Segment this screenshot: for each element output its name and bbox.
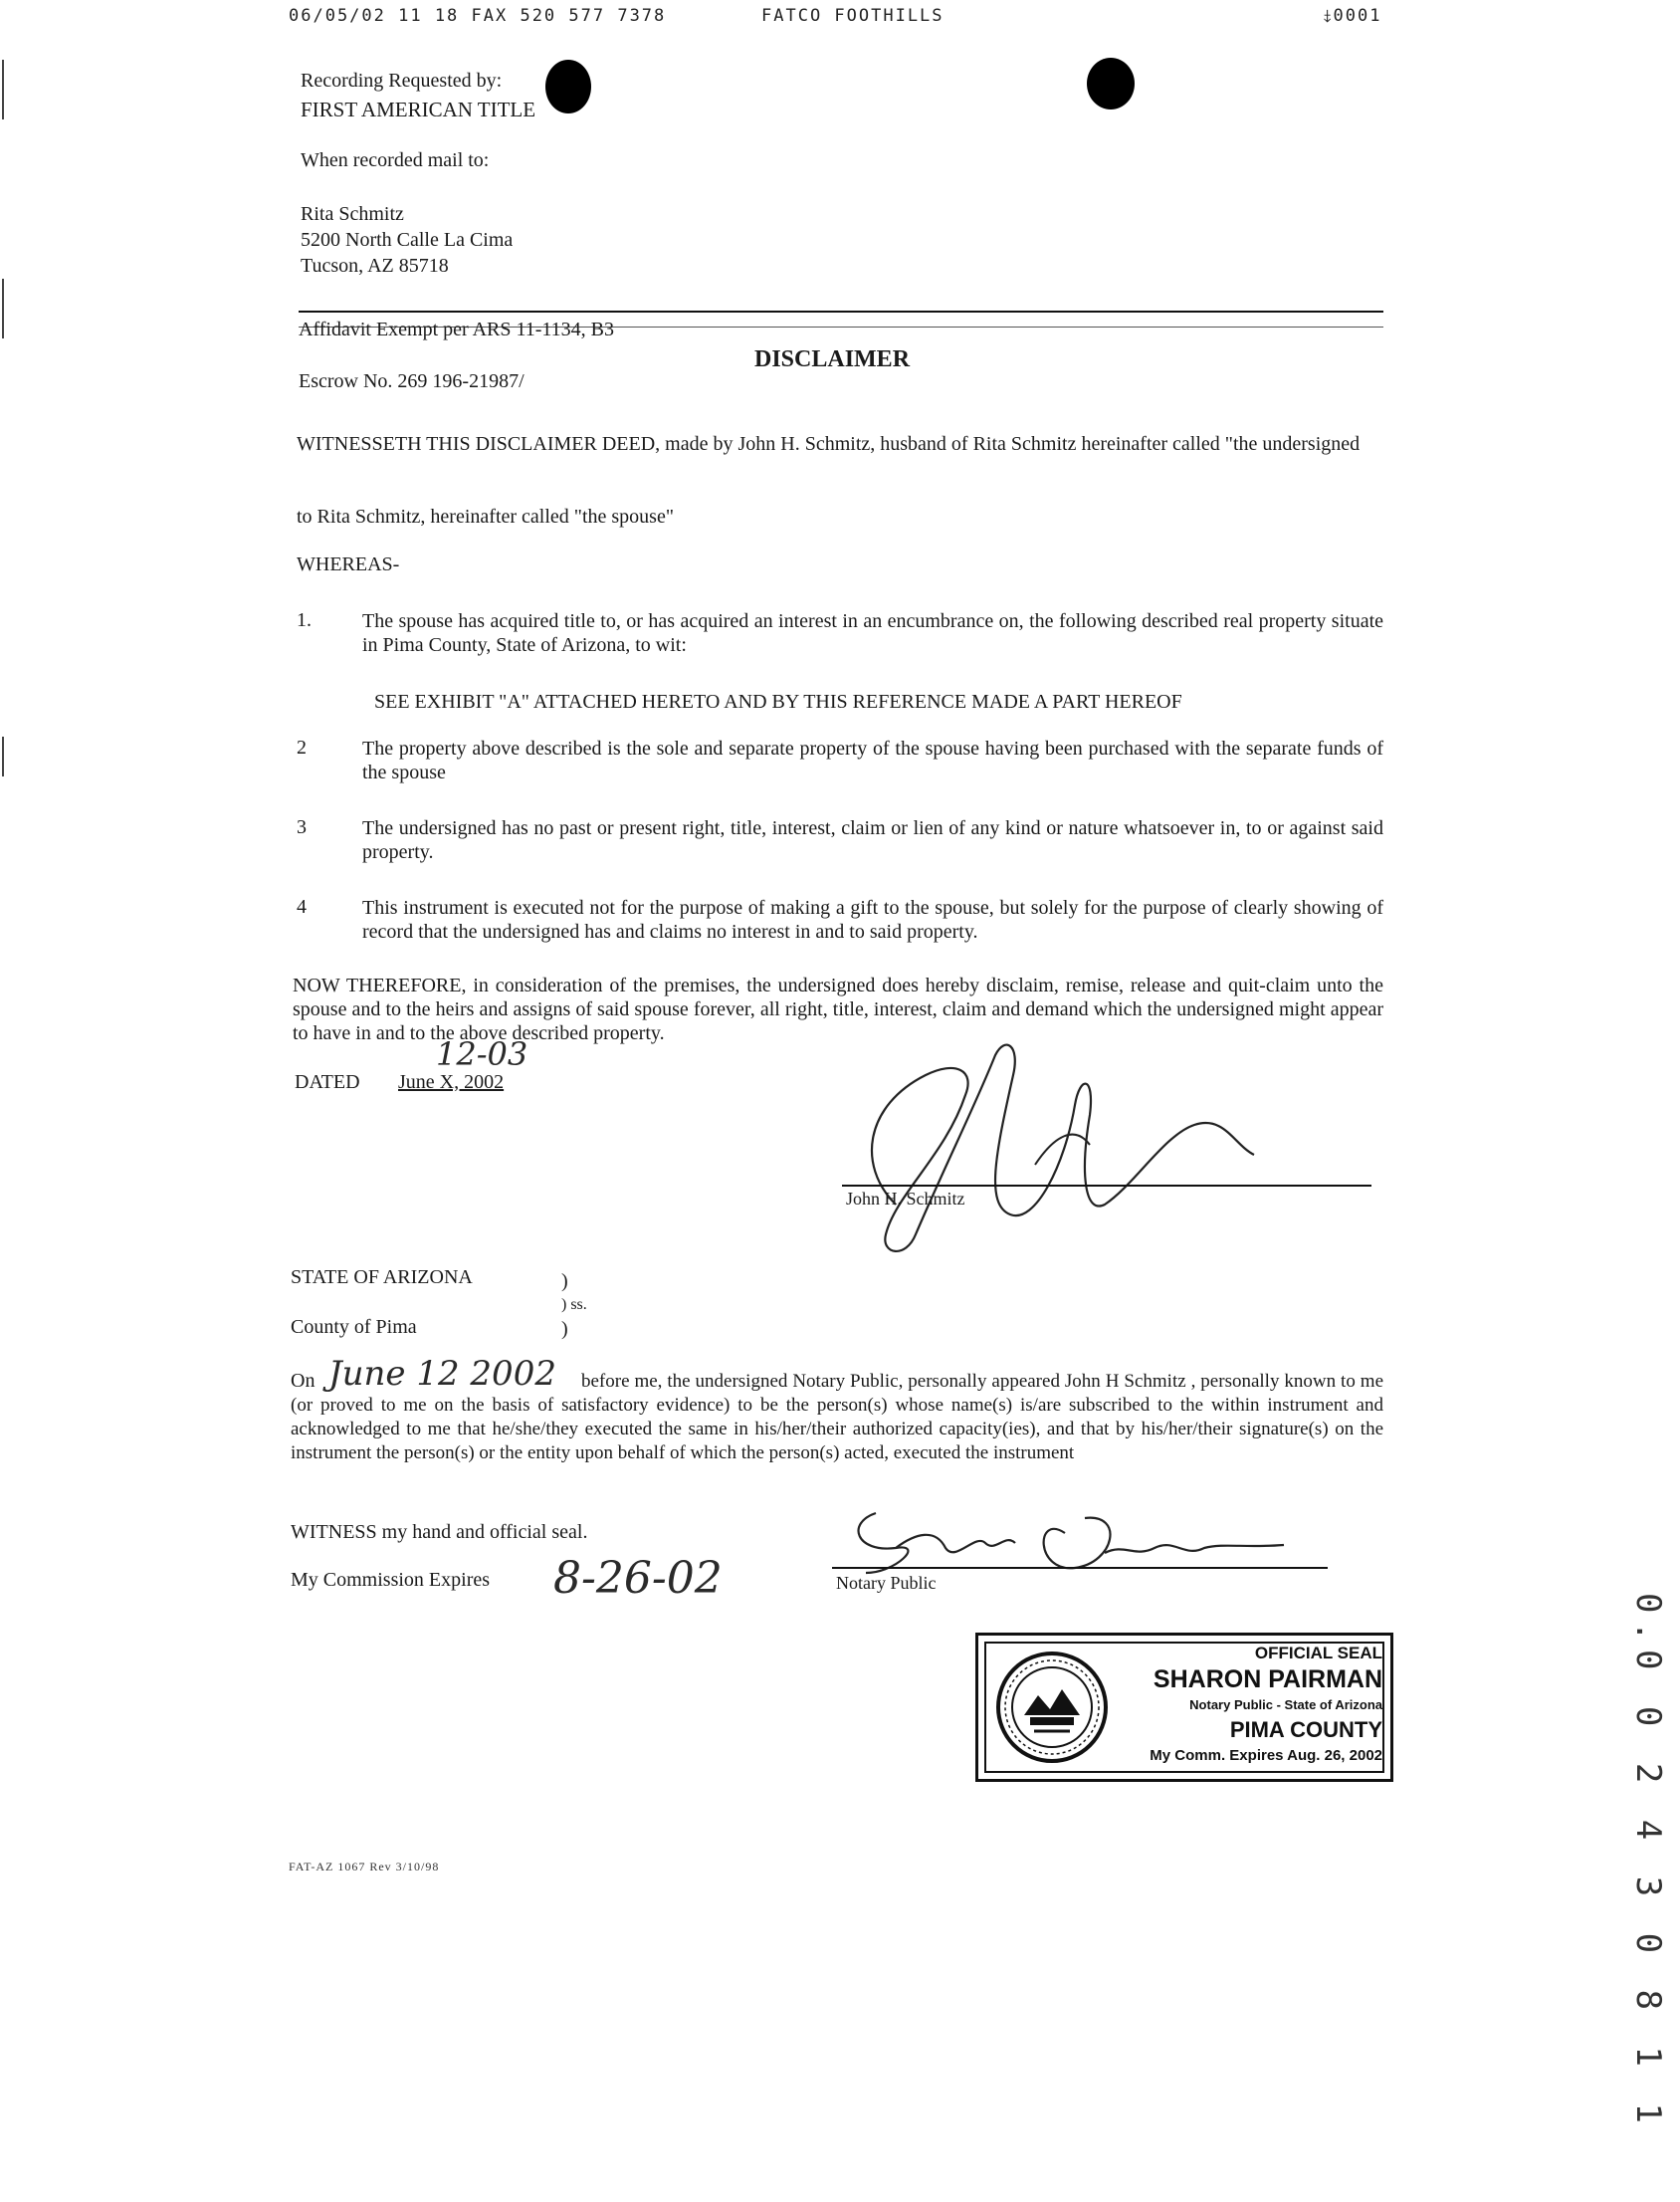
recording-number: 0.0 0 2 4 3 0 8 1 1	[1628, 1593, 1668, 2131]
to-spouse-line: to Rita Schmitz, hereinafter called "the spouse"	[297, 506, 674, 528]
notary-signature-line	[832, 1567, 1328, 1569]
scan-mark	[2, 279, 4, 338]
seal-line-3: Notary Public - State of Arizona	[1189, 1697, 1382, 1712]
redaction-dot	[1087, 58, 1135, 110]
recording-requested-by: FIRST AMERICAN TITLE	[301, 98, 536, 121]
whereas-heading: WHEREAS-	[297, 553, 400, 575]
fax-sender: FATCO FOOTHILLS	[761, 6, 945, 26]
dated-value: June X, 2002	[398, 1071, 505, 1093]
clause-text: The spouse has acquired title to, or has acquired an interest in an encumbrance on, the following described real property situate in Pima County, State of Arizona, to wit:	[362, 610, 1383, 656]
on-label: On	[291, 1370, 315, 1392]
fax-datetime: 06/05/02 11 18 FAX 520 577 7378	[289, 6, 667, 26]
scan-mark	[2, 60, 4, 119]
commission-handwritten: 8-26-02	[553, 1553, 723, 1604]
witness-line: WITNESS my hand and official seal.	[291, 1521, 588, 1543]
clause-text: The property above described is the sole and separate property of the spouse having been purchased with the separate funds of the spouse	[362, 738, 1383, 783]
paren: )	[561, 1318, 568, 1340]
commission-label: My Commission Expires	[291, 1569, 491, 1591]
form-number: FAT-AZ 1067 Rev 3/10/98	[289, 1860, 440, 1873]
fax-page-number: ⤈0001	[1324, 6, 1382, 26]
state-seal-icon	[994, 1650, 1110, 1765]
mail-to-label: When recorded mail to:	[301, 149, 490, 171]
signer-signature	[836, 1015, 1274, 1264]
clause-text: This instrument is executed not for the purpose of making a gift to the spouse, but solely for the purpose of clearly showing of record that the undersigned has and claims no interest in and to said property.	[362, 897, 1383, 943]
affidavit-line: Affidavit Exempt per ARS 11-1134, B3	[299, 319, 615, 340]
clause-number: 2	[297, 737, 307, 759]
seal-notary-name: SHARON PAIRMAN	[1153, 1665, 1382, 1693]
dated-label: DATED	[295, 1071, 360, 1093]
signature-line	[842, 1185, 1371, 1187]
document-title: DISCLAIMER	[754, 346, 911, 372]
clause-number: 1.	[297, 609, 312, 631]
now-therefore-paragraph: NOW THEREFORE, in consideration of the premises, the undersigned does hereby disclaim, remise, release and quit-claim unto the spouse and to the heirs and assigns of said spouse forever, all right, title, interest, claim and demand which the undersigned might appear to have in and to the above described property.	[293, 975, 1383, 1044]
intro-paragraph: WITNESSETH THIS DISCLAIMER DEED, made by John H. Schmitz, husband of Rita Schmitz hereinafter called "the undersigned	[297, 433, 1361, 455]
seal-line-1: OFFICIAL SEAL	[1254, 1644, 1382, 1662]
redaction-dot	[545, 60, 591, 113]
seal-expiry: My Comm. Expires Aug. 26, 2002	[1150, 1747, 1382, 1764]
mail-street: 5200 North Calle La Cima	[301, 229, 514, 251]
signer-name: John H. Schmitz	[846, 1189, 965, 1209]
state-line: STATE OF ARIZONA	[291, 1266, 473, 1288]
notary-public-label: Notary Public	[836, 1573, 937, 1593]
seal-county: PIMA COUNTY	[1229, 1717, 1382, 1742]
mail-name: Rita Schmitz	[301, 203, 404, 225]
scan-mark	[2, 737, 4, 776]
header-rule	[299, 311, 1383, 313]
clause-number: 3	[297, 816, 307, 838]
clause-text: The undersigned has no past or present right, title, interest, claim or lien of any kind or nature whatsoever in, to or against said property.	[362, 817, 1383, 863]
recording-requested-label: Recording Requested by:	[301, 70, 503, 92]
paren: )	[561, 1270, 568, 1292]
official-seal-stamp	[975, 1633, 1393, 1782]
on-date-handwritten: June 12 2002	[328, 1354, 556, 1394]
escrow-number: Escrow No. 269 196-21987/	[299, 370, 525, 392]
clause-number: 4	[297, 896, 307, 918]
acknowledgment-paragraph: before me, the undersigned Notary Public, personally appeared John H Schmitz , personally known to me (or proved to me on the basis of satisfactory evidence) to be the person(s) whose name(s) is/are subscribed to the within instrument and acknowledged to me that he/she/they executed the same in his/her/their authorized capacity(ies), and that by his/her/their signature(s) on the instrument the person(s) or the entity upon behalf of which the person(s) acted, executed the instrument	[291, 1371, 1383, 1463]
dated-handwritten: 12-03	[436, 1035, 528, 1073]
mail-city: Tucson, AZ 85718	[301, 255, 449, 277]
ss-mark: ) ss.	[561, 1296, 587, 1313]
exhibit-reference: SEE EXHIBIT "A" ATTACHED HERETO AND BY THIS REFERENCE MADE A PART HEREOF	[374, 691, 1182, 713]
county-line: County of Pima	[291, 1316, 417, 1338]
